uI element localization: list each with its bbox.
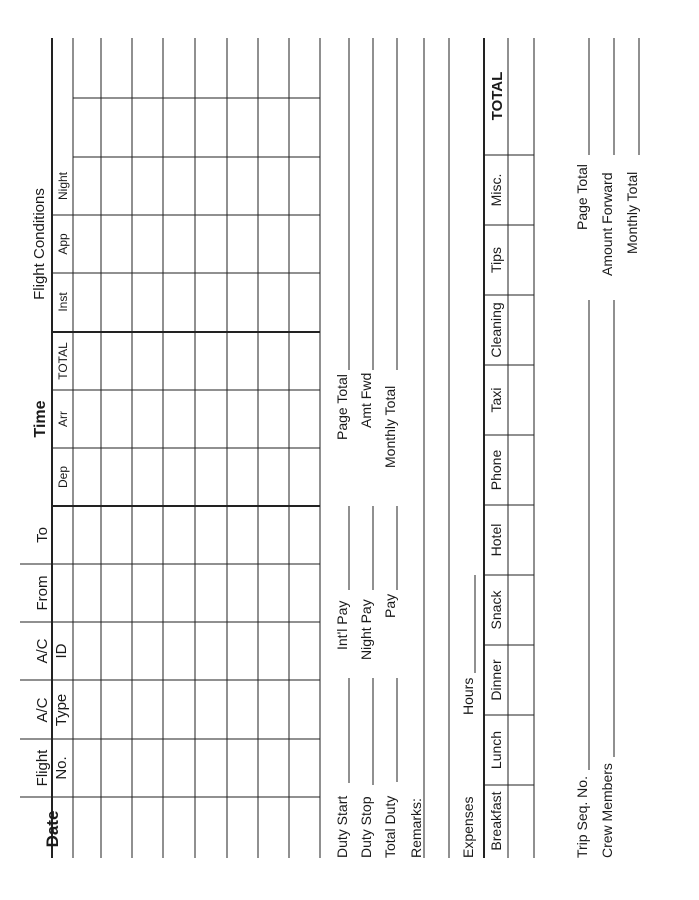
expense-dinner: Dinner — [488, 659, 504, 701]
expense-misc: Misc. — [488, 173, 504, 207]
monthly-total-label: Monthly Total — [382, 385, 398, 468]
header-fc-app: App — [56, 233, 70, 255]
duty-start-label: Duty Start — [334, 795, 350, 858]
expense-phone: Phone — [488, 449, 504, 491]
header-fc-inst: Inst — [56, 292, 70, 312]
header-ac-id: A/C — [34, 638, 51, 664]
expenses-label: Expenses — [460, 796, 476, 858]
expense-tips: Tips — [488, 247, 504, 273]
amount-forward-label: Amount Forward — [599, 172, 615, 276]
amt-fwd-label: Amt Fwd — [358, 372, 374, 428]
expense-cleaning: Cleaning — [488, 302, 504, 358]
header-time-total: TOTAL — [56, 342, 70, 380]
hours-label: Hours — [460, 677, 476, 715]
trip-seq-label: Trip Seq. No. — [574, 776, 590, 858]
header-flight-no: Flight — [34, 749, 51, 787]
flight-log-table — [20, 38, 320, 858]
header-to: To — [34, 527, 51, 543]
crew-members-label: Crew Members — [599, 763, 615, 858]
expense-total: TOTAL — [489, 71, 506, 121]
pay-label: Pay — [382, 593, 398, 618]
header-ac-type: A/C — [34, 697, 51, 723]
trip-monthly-total-label: Monthly Total — [624, 171, 640, 254]
header-time-arr: Arr — [56, 411, 70, 427]
header-flight-no-2: No. — [53, 756, 70, 780]
duty-section — [334, 38, 449, 858]
expense-hotel: Hotel — [488, 523, 504, 557]
header-flight-conditions: Flight Conditions — [31, 188, 48, 300]
header-ac-id-2: ID — [53, 643, 70, 659]
expenses-table — [460, 38, 534, 858]
total-duty-label: Total Duty — [382, 795, 398, 858]
header-from: From — [34, 575, 51, 611]
header-time: Time — [32, 400, 49, 438]
expense-snack: Snack — [488, 590, 504, 630]
intl-pay-label: Int'l Pay — [334, 600, 350, 650]
header-ac-type-2: Type — [53, 693, 70, 727]
expense-taxi: Taxi — [488, 387, 504, 413]
duty-stop-label: Duty Stop — [358, 796, 374, 858]
night-pay-label: Night Pay — [358, 599, 374, 660]
header-date: Date — [43, 810, 62, 848]
header-fc-night: Night — [56, 171, 70, 201]
remarks-label: Remarks: — [408, 798, 424, 858]
page-total-label: Page Total — [334, 374, 350, 440]
trip-section — [574, 38, 640, 858]
expense-lunch: Lunch — [488, 730, 504, 770]
header-time-dep: Dep — [56, 465, 70, 489]
expense-breakfast: Breakfast — [488, 791, 504, 851]
trip-page-total-label: Page Total — [574, 164, 590, 230]
